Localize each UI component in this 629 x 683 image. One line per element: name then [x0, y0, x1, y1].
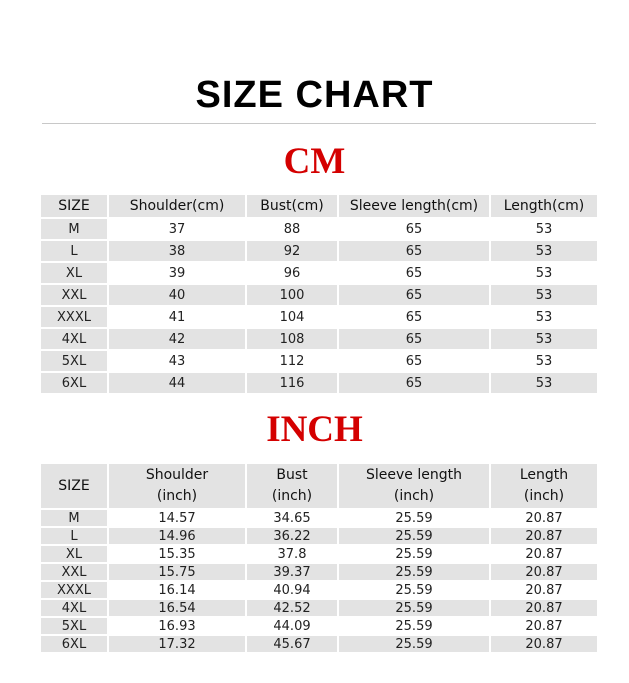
- inch-section-heading: INCH: [266, 409, 363, 450]
- bust-cell: 36.22: [246, 527, 338, 545]
- table-row: [41, 372, 597, 394]
- length-cell: 53: [490, 284, 597, 306]
- table-row: [41, 284, 597, 306]
- inch-header-size: SIZE: [41, 464, 108, 509]
- table-row: [41, 328, 597, 350]
- shoulder-cell: 14.57: [108, 509, 246, 527]
- sleeve-length-cell: 25.59: [338, 581, 490, 599]
- length-cell: 53: [490, 262, 597, 284]
- sleeve-length-cell: 25.59: [338, 617, 490, 635]
- shoulder-cell: 39: [108, 262, 246, 284]
- size-cell: 6XL: [41, 635, 108, 653]
- bust-cell: 116: [246, 372, 338, 394]
- shoulder-cell: 16.93: [108, 617, 246, 635]
- sleeve-length-cell: 65: [338, 240, 490, 262]
- table-row: [41, 240, 597, 262]
- shoulder-cell: 14.96: [108, 527, 246, 545]
- length-cell: 53: [490, 350, 597, 372]
- length-cell: 20.87: [490, 581, 597, 599]
- cm-header-length: Length(cm): [490, 195, 597, 218]
- length-cell: 53: [490, 306, 597, 328]
- shoulder-cell: 16.54: [108, 599, 246, 617]
- size-cell: 5XL: [41, 350, 108, 372]
- bust-cell: 34.65: [246, 509, 338, 527]
- shoulder-cell: 38: [108, 240, 246, 262]
- table-row: [41, 218, 597, 240]
- cm-header-shoulder: Shoulder(cm): [108, 195, 246, 218]
- bust-cell: 108: [246, 328, 338, 350]
- shoulder-cell: 37: [108, 218, 246, 240]
- shoulder-cell: 16.14: [108, 581, 246, 599]
- inch-header-sleeve-length: Sleeve length (inch): [338, 464, 490, 509]
- table-row: [41, 599, 597, 617]
- table-row: [41, 563, 597, 581]
- inch-header-row: [41, 464, 597, 509]
- table-row: [41, 581, 597, 599]
- size-cell: M: [41, 218, 108, 240]
- bust-cell: 39.37: [246, 563, 338, 581]
- sleeve-length-cell: 65: [338, 262, 490, 284]
- cm-header-row: [41, 195, 597, 218]
- shoulder-cell: 42: [108, 328, 246, 350]
- size-cell: XL: [41, 262, 108, 284]
- sleeve-length-cell: 65: [338, 306, 490, 328]
- table-row: [41, 527, 597, 545]
- inch-size-table: [41, 464, 597, 654]
- table-row: [41, 617, 597, 635]
- length-cell: 20.87: [490, 509, 597, 527]
- shoulder-cell: 15.75: [108, 563, 246, 581]
- size-cell: XXXL: [41, 581, 108, 599]
- table-row: [41, 262, 597, 284]
- bust-cell: 44.09: [246, 617, 338, 635]
- bust-cell: 104: [246, 306, 338, 328]
- length-cell: 20.87: [490, 527, 597, 545]
- size-cell: 5XL: [41, 617, 108, 635]
- size-cell: 4XL: [41, 328, 108, 350]
- cm-section-heading: CM: [283, 141, 346, 182]
- table-row: [41, 509, 597, 527]
- sleeve-length-cell: 25.59: [338, 545, 490, 563]
- cm-header-sleeve-length: Sleeve length(cm): [338, 195, 490, 218]
- shoulder-cell: 17.32: [108, 635, 246, 653]
- table-row: [41, 635, 597, 653]
- bust-cell: 37.8: [246, 545, 338, 563]
- title-divider: [42, 123, 596, 124]
- length-cell: 20.87: [490, 599, 597, 617]
- sleeve-length-cell: 25.59: [338, 527, 490, 545]
- shoulder-cell: 40: [108, 284, 246, 306]
- shoulder-cell: 43: [108, 350, 246, 372]
- page-title: SIZE CHART: [195, 74, 434, 116]
- table-row: [41, 350, 597, 372]
- length-cell: 53: [490, 328, 597, 350]
- size-cell: L: [41, 527, 108, 545]
- size-cell: M: [41, 509, 108, 527]
- sleeve-length-cell: 65: [338, 284, 490, 306]
- table-row: [41, 545, 597, 563]
- sleeve-length-cell: 65: [338, 372, 490, 394]
- cm-header-bust: Bust(cm): [246, 195, 338, 218]
- bust-cell: 40.94: [246, 581, 338, 599]
- length-cell: 53: [490, 240, 597, 262]
- inch-header-shoulder: Shoulder (inch): [108, 464, 246, 509]
- sleeve-length-cell: 65: [338, 350, 490, 372]
- size-cell: L: [41, 240, 108, 262]
- sleeve-length-cell: 25.59: [338, 509, 490, 527]
- size-cell: XXXL: [41, 306, 108, 328]
- sleeve-length-cell: 25.59: [338, 563, 490, 581]
- size-cell: 6XL: [41, 372, 108, 394]
- length-cell: 20.87: [490, 545, 597, 563]
- shoulder-cell: 15.35: [108, 545, 246, 563]
- length-cell: 20.87: [490, 635, 597, 653]
- length-cell: 53: [490, 372, 597, 394]
- bust-cell: 42.52: [246, 599, 338, 617]
- sleeve-length-cell: 65: [338, 328, 490, 350]
- inch-header-bust: Bust (inch): [246, 464, 338, 509]
- bust-cell: 100: [246, 284, 338, 306]
- length-cell: 53: [490, 218, 597, 240]
- length-cell: 20.87: [490, 563, 597, 581]
- shoulder-cell: 44: [108, 372, 246, 394]
- bust-cell: 45.67: [246, 635, 338, 653]
- bust-cell: 96: [246, 262, 338, 284]
- cm-size-table: [41, 195, 597, 395]
- sleeve-length-cell: 65: [338, 218, 490, 240]
- size-cell: XXL: [41, 284, 108, 306]
- inch-header-length: Length (inch): [490, 464, 597, 509]
- sleeve-length-cell: 25.59: [338, 599, 490, 617]
- cm-header-size: SIZE: [41, 195, 108, 218]
- size-cell: 4XL: [41, 599, 108, 617]
- size-cell: XXL: [41, 563, 108, 581]
- length-cell: 20.87: [490, 617, 597, 635]
- bust-cell: 88: [246, 218, 338, 240]
- sleeve-length-cell: 25.59: [338, 635, 490, 653]
- shoulder-cell: 41: [108, 306, 246, 328]
- table-row: [41, 306, 597, 328]
- size-cell: XL: [41, 545, 108, 563]
- bust-cell: 92: [246, 240, 338, 262]
- bust-cell: 112: [246, 350, 338, 372]
